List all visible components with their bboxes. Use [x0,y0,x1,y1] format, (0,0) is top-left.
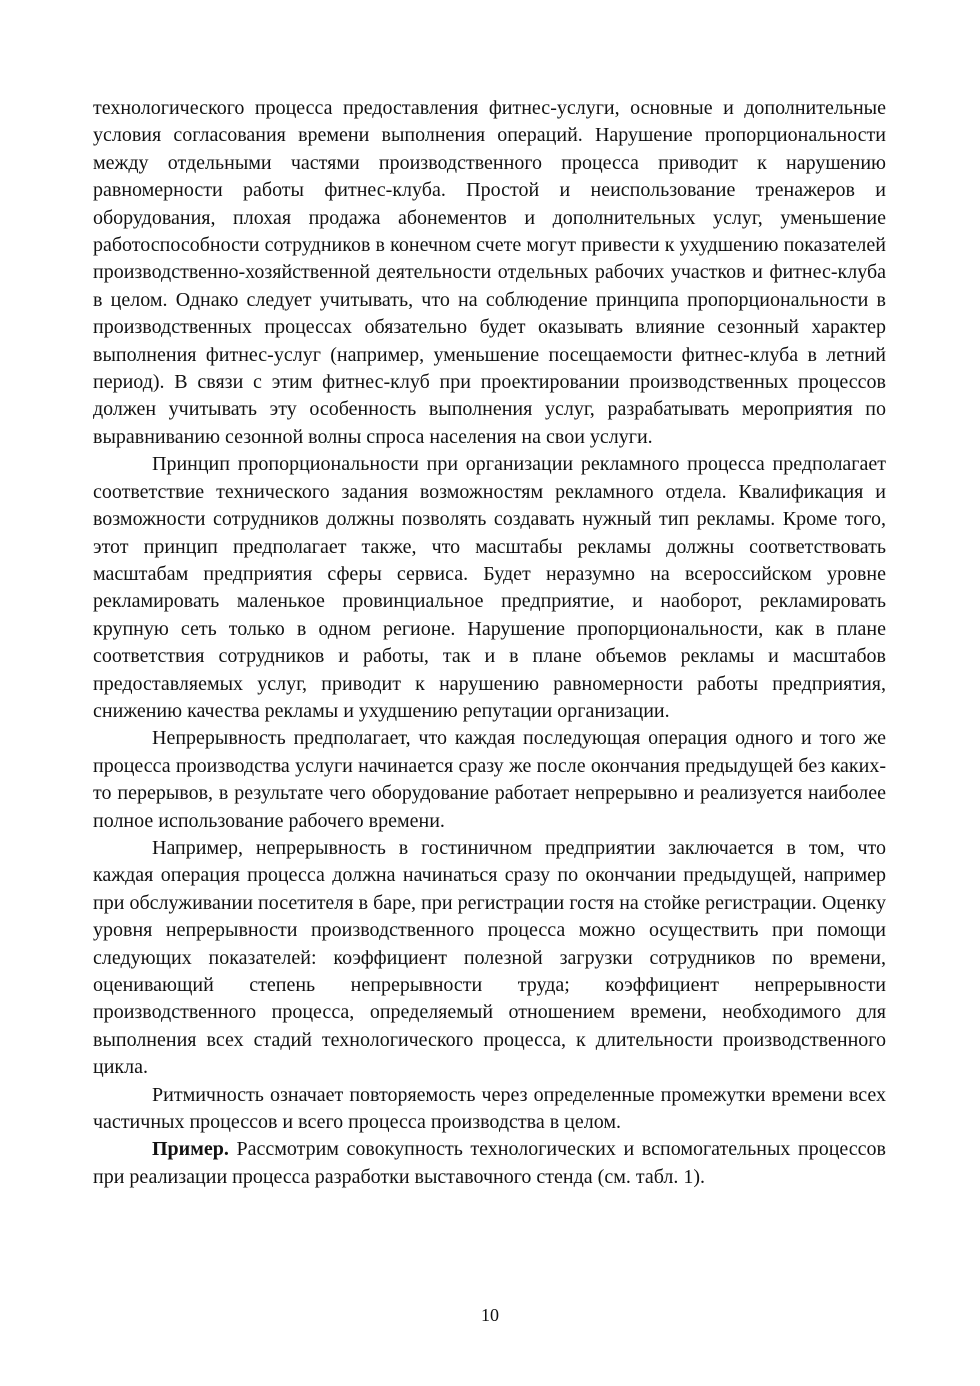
paragraph-continuity-definition: Непрерывность предполагает, что каждая последующая операция одного и того же процесса производства услуги начинается сразу же после окончания предыдущей без каких-то перерывов, в результате чего оборудование работает непрерывно и реализуется наиболее полное использование рабочего времени. [93,727,886,832]
page-number: 10 [481,1305,499,1325]
paragraph-continuity-hotel-example: Например, непрерывность в гостиничном предприятии заключается в том, что каждая операция процесса должна начинаться сразу по окончании предыдущей, например при обслуживании посетителя в баре, при регистрации гостя на стойке регистрации. Оценку уровня непрерывности производственного процесса можно осуществить при помощи следующих показателей: коэффициент полезной загрузки сотрудников по времени, оценивающий степень непрерывности труда; коэффициент непрерывности производственного процесса, определяемый отношением времени, необходимого для выполнения всех стадий технологического процесса, к длительности производственного цикла. [93,836,886,1079]
paragraph-rhythmicity: Ритмичность означает повторяемость через определенные промежутки времени всех частичных процессов и всего процесса производства в целом. [93,1083,886,1134]
example-text: Рассмотрим совокупность технологических и вспомогательных процессов при реализации процесса разработки выставочного стенда (см. табл. 1). [93,1138,886,1188]
paragraph-example [93,1136,886,1191]
paragraph-proportionality-advertising: Принцип пропорциональности при организации рекламного процесса предполагает соответствие технического задания возможностям рекламного отдела. Квалификация и возможности сотрудников должны позволять создавать нужный тип рекламы. Кроме того, этот принцип предполагает также, что масштабы рекламы должны соответствовать масштабам предприятия сферы сервиса. Будет неразумно на всероссийском уровне рекламировать маленькое провинциальное предприятие, и наоборот, рекламировать крупную сеть только в одном регионе. Нарушение пропорциональности, как в плане соответствия сотрудников и работы, так и в плане объемов рекламы и масштабов предоставляемых услуг, приводит к нарушению равномерности работы предприятия, снижению качества рекламы и ухудшению репутации организации. [93,453,886,722]
paragraph-continuation: технологического процесса предоставления фитнес-услуги, основные и дополнительные условия согласования времени выполнения операций. Нарушение пропорциональности между отдельными частями производственного процесса приводит к нарушению равномерности работы фитнес-клуба. Простой и неиспользование тренажеров и оборудования, плохая продажа абонементов и дополнительных услуг, уменьшение работоспособности сотрудников в конечном счете могут привести к ухудшению показателей производственно-хозяйственной деятельности отдельных рабочих участков и фитнес-клуба в целом. Однако следует учитывать, что на соблюдение принципа пропорциональности в производственных процессах обязательно будет оказывать влияние сезонный характер выполнения фитнес-услуг (например, уменьшение посещаемости фитнес-клуба в летний период). В связи с этим фитнес-клуб при проектировании производственных процессов должен учитывать эту особенность выполнения услуг, разрабатывать мероприятия по выравниванию сезонной волны спроса населения на свои услуги. [93,97,886,448]
example-label: Пример. [152,1138,229,1161]
page-body [93,95,886,1191]
